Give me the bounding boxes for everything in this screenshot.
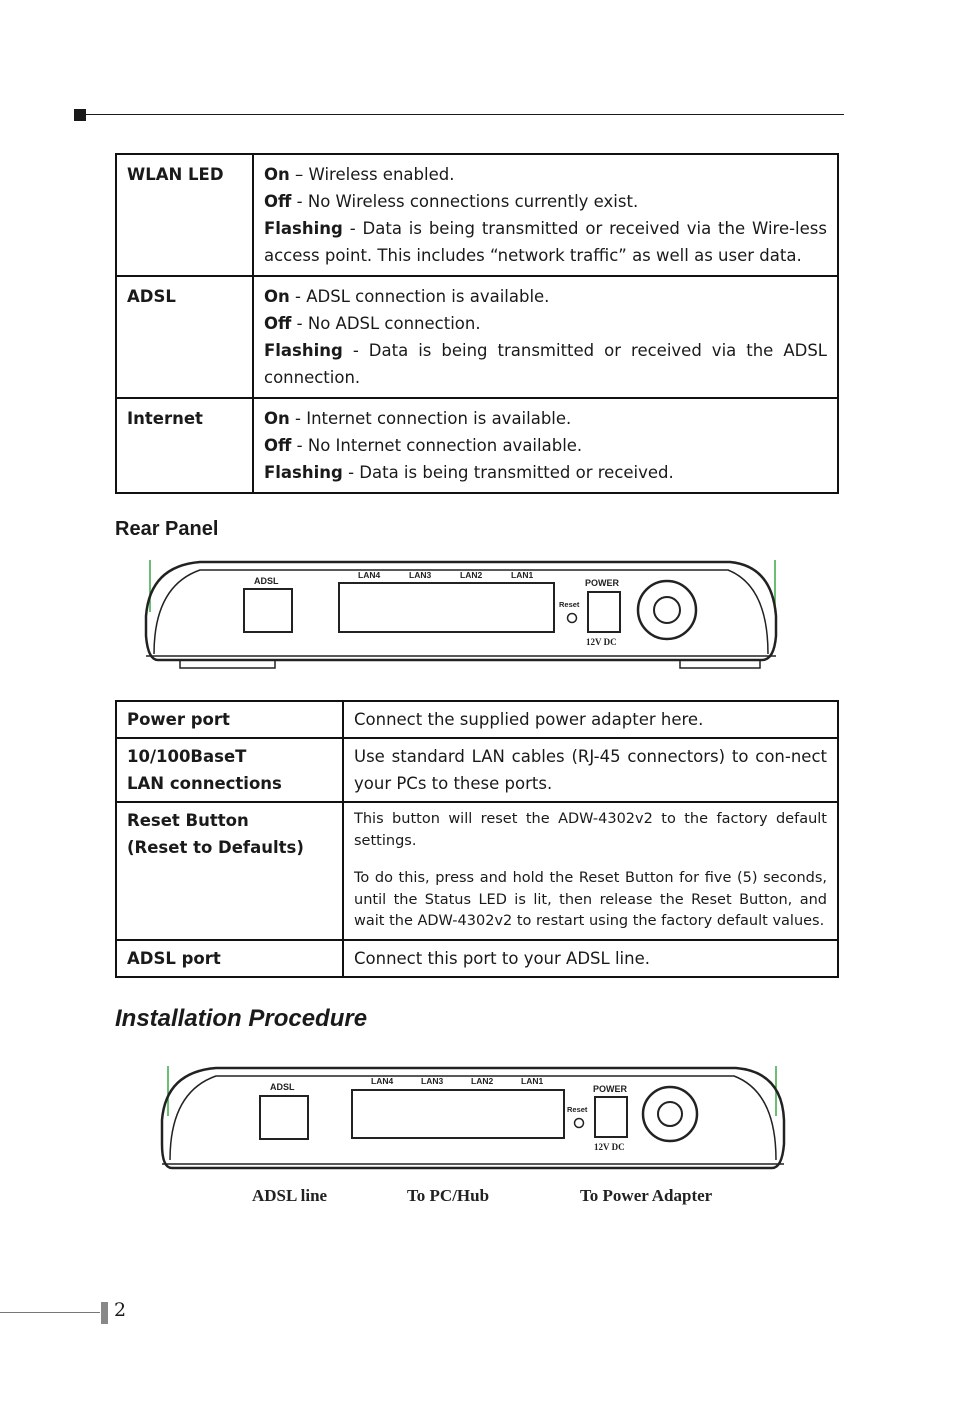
lan1-label: LAN1 — [511, 570, 534, 580]
dc-label: 12V DC — [586, 637, 617, 647]
led-status-table — [115, 153, 839, 494]
rear-panel-illustration — [140, 556, 785, 672]
header-square — [74, 109, 86, 121]
lan4-label: LAN4 — [371, 1076, 394, 1086]
row-label: 10/100BaseT LAN connections — [116, 738, 343, 802]
row-description: This button will reset the ADW-4302v2 to the factory default settings. To do this, press and hold the Reset Button for five (5) seconds, until the Status LED is lit, then release the Reset Button, and wait the ADW-4302v2 to restart using the factory default values. — [343, 802, 838, 940]
installation-heading: Installation Procedure — [115, 1005, 368, 1032]
power-switch — [638, 581, 696, 639]
row-label: Internet — [116, 398, 253, 493]
row-description: Connect this port to your ADSL line. — [343, 940, 838, 977]
power-switch — [643, 1087, 697, 1141]
table-row — [116, 940, 838, 977]
reset-label: Reset — [567, 1105, 588, 1114]
power-jack — [595, 1097, 627, 1137]
rear-panel-table — [115, 700, 839, 978]
lan1-label: LAN1 — [521, 1076, 544, 1086]
dc-label: 12V DC — [594, 1142, 625, 1152]
table-row — [116, 802, 838, 940]
row-label: ADSL — [116, 276, 253, 398]
installation-illustration — [156, 1064, 796, 1212]
adsl-port-label: ADSL — [270, 1082, 295, 1092]
adsl-port — [260, 1096, 308, 1139]
lan3-label: LAN3 — [421, 1076, 444, 1086]
table-row — [116, 701, 838, 738]
caption-to-power-adapter: To Power Adapter — [580, 1186, 713, 1205]
table-row — [116, 738, 838, 802]
row-description: Connect the supplied power adapter here. — [343, 701, 838, 738]
lan4-label: LAN4 — [358, 570, 381, 580]
footer-bar — [101, 1302, 108, 1324]
reset-label: Reset — [559, 600, 580, 609]
footer-rule — [0, 1312, 100, 1313]
power-label: POWER — [585, 578, 620, 588]
row-label: Power port — [116, 701, 343, 738]
adsl-port-label: ADSL — [254, 576, 279, 586]
table-row — [116, 276, 838, 398]
reset-button — [568, 614, 577, 623]
power-jack — [588, 592, 620, 632]
caption-adsl-line: ADSL line — [252, 1186, 328, 1205]
lan2-label: LAN2 — [460, 570, 483, 580]
lan-ports — [352, 1090, 564, 1138]
power-label: POWER — [593, 1084, 628, 1094]
adsl-port — [244, 589, 292, 632]
row-description: On - ADSL connection is available. Off - No ADSL connection. Flashing - Data is being transmitted or received via the ADSL connection. — [253, 276, 838, 398]
table-row — [116, 154, 838, 276]
caption-to-pc-hub: To PC/Hub — [407, 1186, 490, 1205]
row-description: On – Wireless enabled. Off - No Wireless connections currently exist. Flashing - Data is being transmitted or received via the Wire-less access point. This includes “network traffic” as well as user data. — [253, 154, 838, 276]
table-row — [116, 398, 838, 493]
lan2-label: LAN2 — [471, 1076, 494, 1086]
row-label: ADSL port — [116, 940, 343, 977]
row-description: Use standard LAN cables (RJ-45 connectors) to con-nect your PCs to these ports. — [343, 738, 838, 802]
row-label: WLAN LED — [116, 154, 253, 276]
lan3-label: LAN3 — [409, 570, 432, 580]
rear-panel-heading: Rear Panel — [115, 518, 219, 540]
row-description: On - Internet connection is available. Off - No Internet connection available. Flashing - Data is being transmitted or received. — [253, 398, 838, 493]
lan-ports — [339, 583, 554, 632]
page-number: 2 — [114, 1299, 127, 1321]
reset-button — [575, 1119, 584, 1128]
row-label: Reset Button (Reset to Defaults) — [116, 802, 343, 940]
header-rule — [86, 114, 844, 115]
